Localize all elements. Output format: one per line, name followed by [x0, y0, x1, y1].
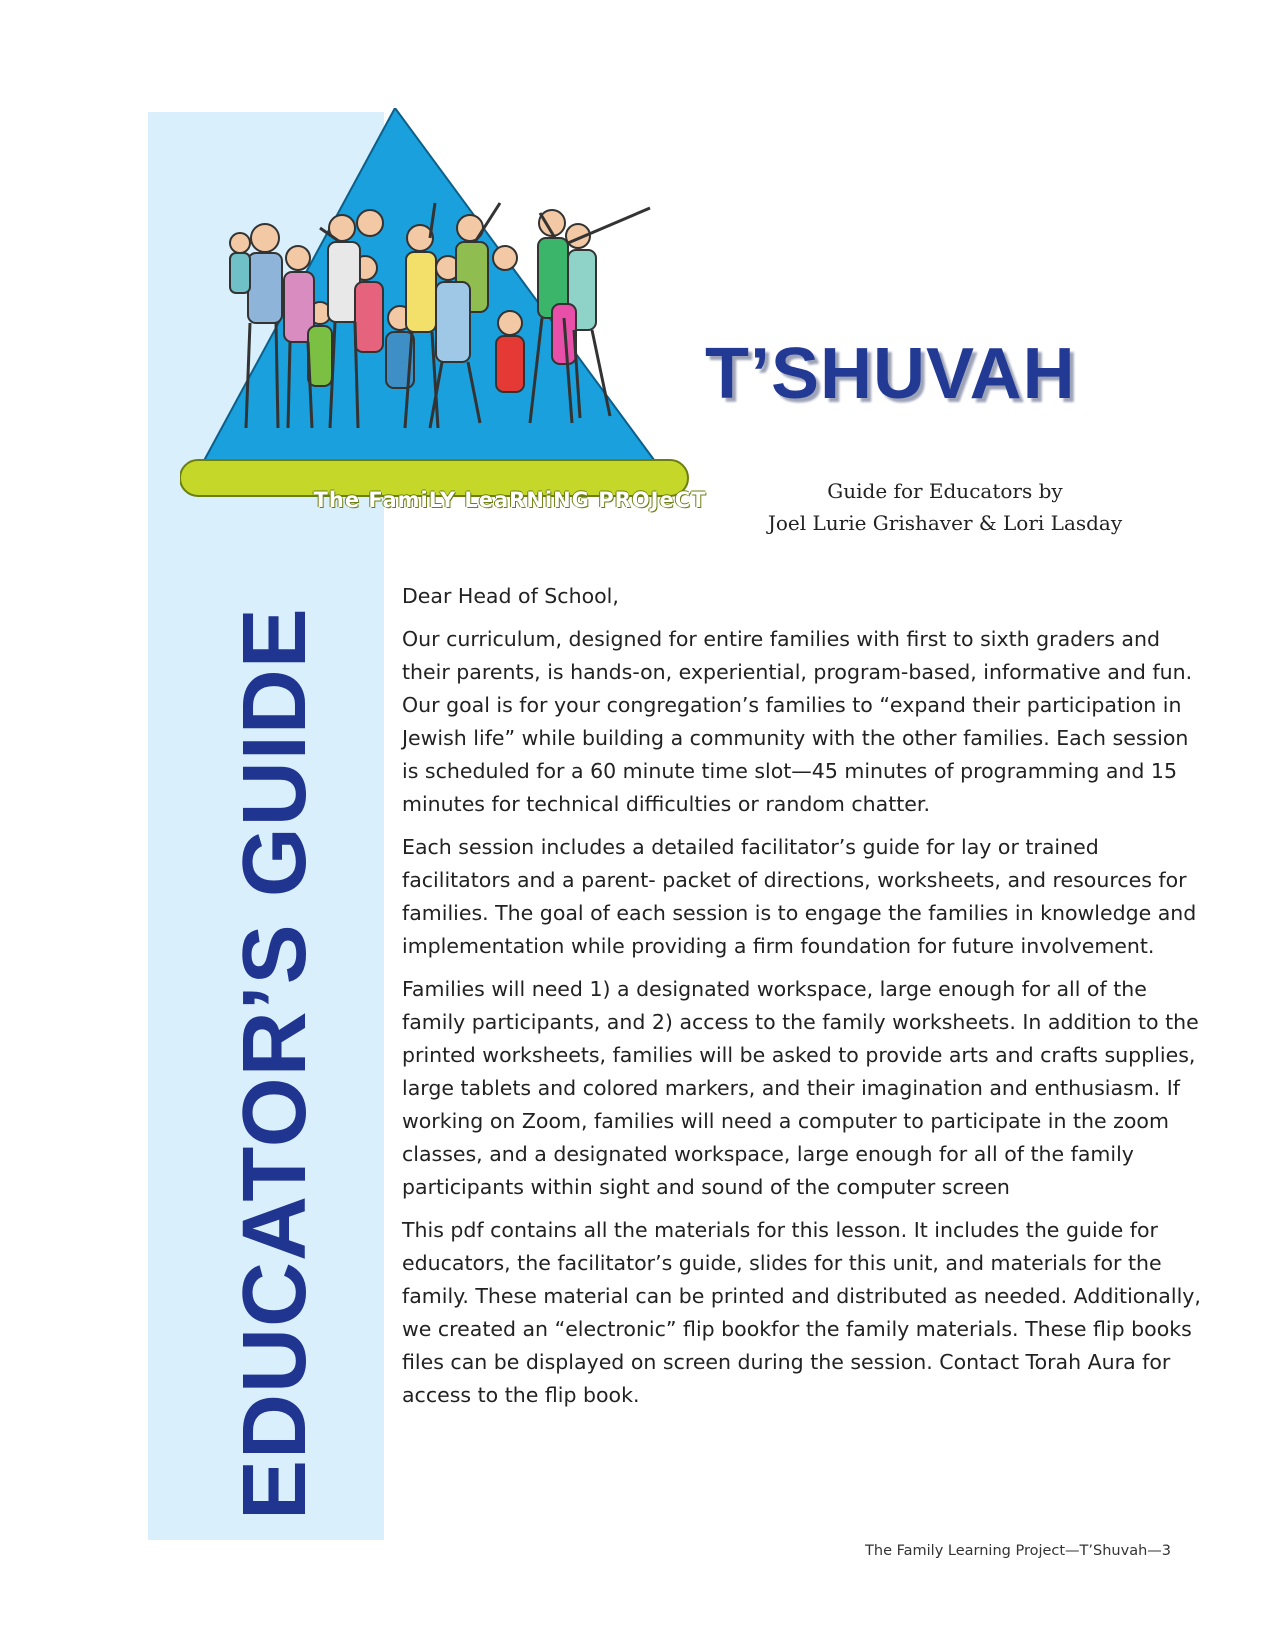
byline: [750, 475, 1140, 539]
educators-guide-title: EDUCATOR’S GUIDE: [225, 607, 325, 1520]
page-title: T’SHUVAH: [705, 334, 1076, 414]
family-learning-project-logo: [180, 108, 720, 528]
letter-greeting: Dear Head of School,: [402, 584, 619, 608]
letter-paragraph: This pdf contains all the materials for this lesson. It includes the guide for educators, the facilitator’s guide, slides for this unit, and materials for the family. These material can be printed and distributed as needed. Additionally, we created an “electronic” flip bookfor the family materials. These flip books files can be displayed on screen during the session. Contact Torah Aura for access to the flip book.: [402, 1218, 1201, 1407]
byline-line-2: Joel Lurie Grishaver & Lori Lasday: [767, 511, 1123, 535]
byline-line-1: Guide for Educators by: [827, 479, 1063, 503]
letter-body: [402, 580, 1202, 1422]
letter-paragraph: Each session includes a detailed facilitator’s guide for lay or trained facilitators and a parent- packet of directions, worksheets, and resources for families. The goal of each session is to engage the families in knowledge and implementation while providing a firm foundation for future involvement.: [402, 835, 1197, 958]
page-footer: The Family Learning Project—T’Shuvah—3: [865, 1543, 1171, 1559]
family-learning-project-banner-text: The FamiLY LeaRNiNG PROJeCT: [313, 488, 707, 512]
letter-paragraph: Our curriculum, designed for entire families with first to sixth graders and their parents, is hands-on, experiential, program-based, informative and fun. Our goal is for your congregation’s families to “expand their participation in Jewish life” while building a community with the other families. Each session is scheduled for a 60 minute time slot—45 minutes of programming and 15 minutes for technical difficulties or random chatter.: [402, 627, 1193, 816]
letter-paragraph: Families will need 1) a designated workspace, large enough for all of the family participants, and 2) access to the family worksheets. In addition to the printed worksheets, families will be asked to provide arts and crafts supplies, large tablets and colored markers, and their imagination and enthusiasm. If working on Zoom, families will need a computer to participate in the zoom classes, and a designated workspace, large enough for all of the family participants within sight and sound of the computer screen: [402, 977, 1199, 1199]
